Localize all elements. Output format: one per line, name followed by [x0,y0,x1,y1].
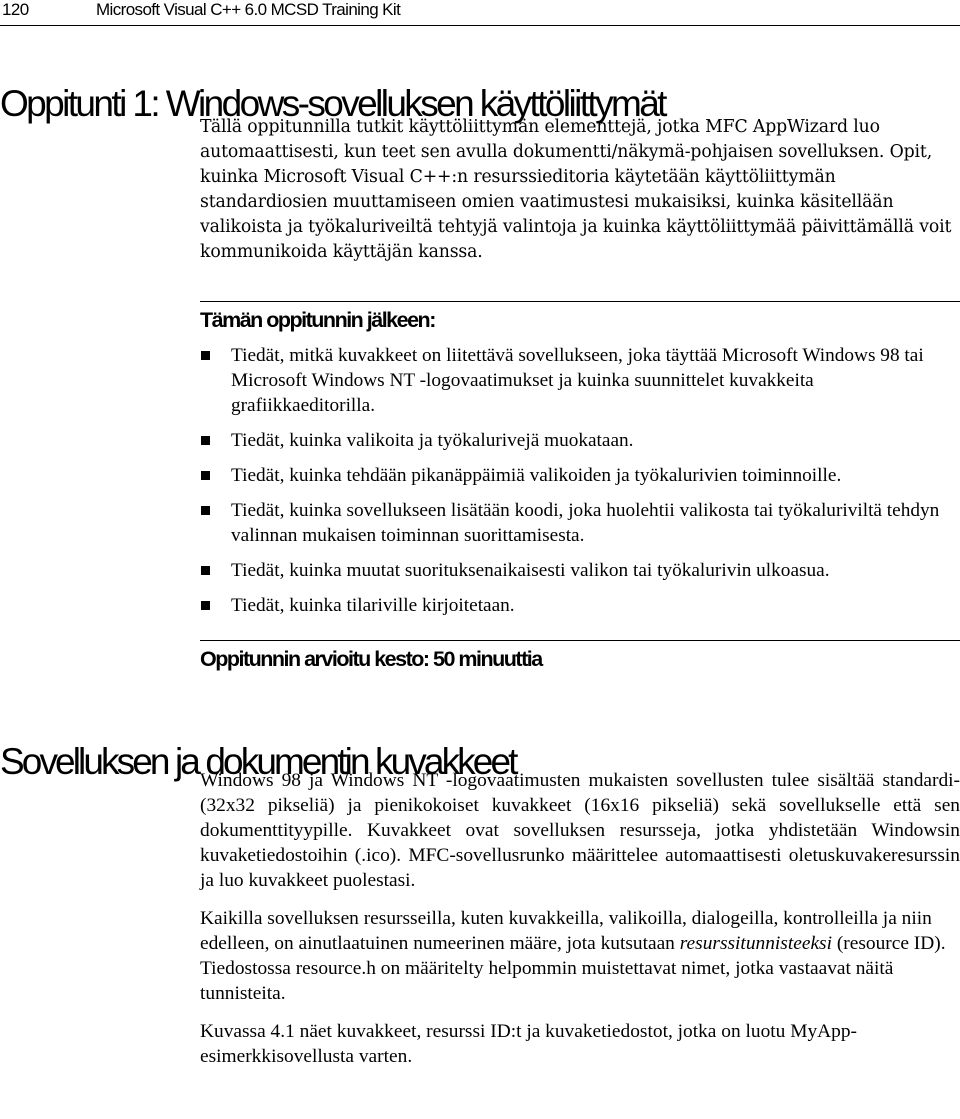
objective-text: Tiedät, kuinka muutat suorituksenaikaisesti valikon tai työkalurivin ulkoasua. [231,560,830,581]
objectives-list [200,343,960,628]
list-item [200,593,960,618]
section-title: Sovelluksen ja dokumentin kuvakkeet [0,740,516,782]
objective-text: Tiedät, kuinka tilariville kirjoitetaan. [231,595,515,616]
list-item [200,343,960,418]
bullet-square-icon [201,471,210,480]
objective-text: Tiedät, kuinka tehdään pikanäppäimiä valikoiden ja työkalurivien toiminnoille. [231,465,842,486]
duration-rule [200,640,960,641]
duration-heading: Oppitunnin arvioitu kesto: 50 minuuttia [200,647,542,671]
header-rule [0,25,960,26]
lesson-title: Oppitunti 1: Windows-sovelluksen käyttöliittymät [0,82,665,124]
list-item [200,558,960,583]
section-paragraph: Windows 98 ja Windows NT -logovaatimusten mukaisten sovellusten tulee sisältää standardi- (32x32 pikseliä) ja pienikokoiset kuvakkeet (16x16 pikseliä) sekä sovellukselle että sen dokumenttityypille. Kuvakkeet ovat sovelluksen resursseja, jotka yhdistetään Windowsin kuvaketiedostoihin (.ico). MFC-sovellusrunko määrittelee automaattisesti oletuskuvakeresurssin ja luo kuvakkeet puolestasi. [200,770,960,891]
paragraph-text: Kaikilla sovelluksen resursseilla, kuten kuvakkeilla, valikoilla, dialogeilla, kontrolleilla ja niin edelleen, on ainutlaatuinen numeerinen määre, jota kutsutaan [200,908,932,954]
book-title: Microsoft Visual C++ 6.0 MCSD Training Kit [96,0,401,19]
objective-text: Tiedät, mitkä kuvakkeet on liitettävä sovellukseen, joka täyttää Microsoft Windows 98 tai Microsoft Windows NT -logovaatimukset ja kuinka suunnittelet kuvakkeita grafiikkaeditorilla. [231,345,924,416]
bullet-square-icon [201,506,210,515]
section-paragraph: Kuvassa 4.1 näet kuvakkeet, resurssi ID:t ja kuvaketiedostot, jotka on luotu MyApp-esimerkkisovellusta varten. [200,1021,857,1067]
list-item [200,463,960,488]
italic-term: resurssitunnisteeksi [679,933,832,954]
list-item [200,498,960,548]
objectives-heading: Tämän oppitunnin jälkeen: [200,308,435,332]
objectives-rule [200,301,960,302]
page-number: 120 [2,0,29,19]
page-header [0,0,960,24]
section-body [200,768,960,1082]
objective-text: Tiedät, kuinka valikoita ja työkalurivejä muokataan. [231,430,634,451]
bullet-square-icon [201,601,210,610]
bullet-square-icon [201,436,210,445]
bullet-square-icon [201,351,210,360]
list-item [200,428,960,453]
bullet-square-icon [201,566,210,575]
section-paragraph [200,906,960,1006]
paragraph-text: (resource ID). Tiedostossa resource.h on määritelty helpommin muistettavat nimet, jotka vastaavat näitä tunnisteita. [200,933,946,1004]
objective-text: Tiedät, kuinka sovellukseen lisätään koodi, joka huolehtii valikosta tai työkaluriviltä tehdyn valinnan mukaisen toiminnan suorittamisesta. [231,500,940,546]
lesson-intro: Tällä oppitunnilla tutkit käyttöliittymän elementtejä, jotka MFC AppWizard luo automaattisesti, kun teet sen avulla dokumentti/näkymä-pohjaisen sovelluksen. Opit, kuinka Microsoft Visual C++:n resurssieditoria käytetään käyttöliittymän standardiosien muuttamiseen omien vaatimustesi mukaisiksi, kuinka käsitellään valikoista ja työkaluriveiltä tehtyjä valintoja ja kuinka käyttöliittymää päivittämällä voit kommunikoida käyttäjän kanssa. [200,117,952,262]
